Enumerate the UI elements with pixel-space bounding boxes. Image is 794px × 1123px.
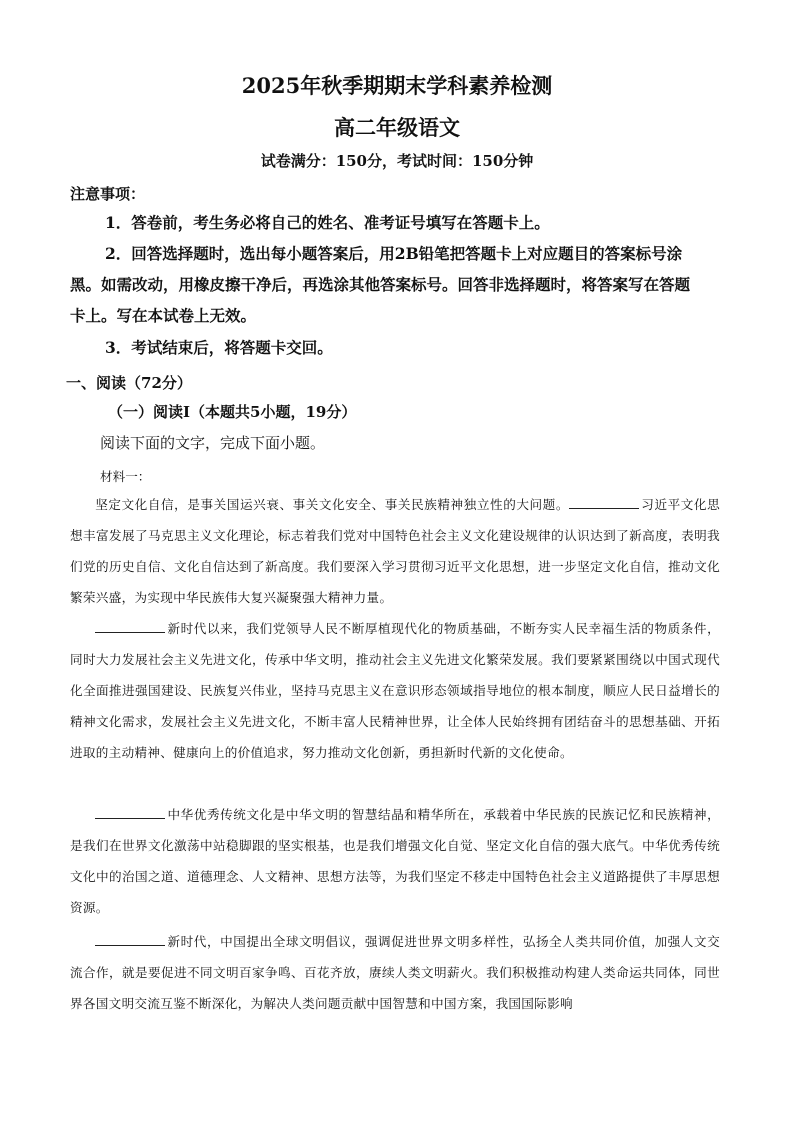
notice-item-1: 1．答卷前，考生务必将自己的姓名、准考证号填写在答题卡上。 xyxy=(105,213,550,232)
answer-blank xyxy=(95,933,165,946)
passage-p2-text: 新时代以来，我们党领导人民不断厚植现代化的物质基础，不断夯实人民幸福生活的物质条件，同时大力发展社会主义先进文化，传承中华文明，推动社会主义先进文化繁荣发展。我们要紧紧围绕以中国式现代化全面推进强国建设、民族复兴伟业，坚持马克思主义在意识形态领域指导地位的根本制度，顺应人民日益增长的精神文化需求，发展社会主义先进文化，不断丰富人民精神世界，让全体人民始终拥有团结奋斗的思想基础、开拓进取的主动精神、健康向上的价值追求，努力推动文化创新，勇担新时代新的文化使命。 xyxy=(70,621,720,760)
passage-paragraph-4 xyxy=(70,926,720,1019)
answer-blank xyxy=(569,496,639,509)
passage-paragraph-2 xyxy=(70,613,720,768)
exam-info: 试卷满分：150分，考试时间：150分钟 xyxy=(260,152,534,170)
exam-subtitle: 高二年级语文 xyxy=(334,115,460,140)
notice-item-2-line-3: 卡上。写在本试卷上无效。 xyxy=(70,306,257,325)
answer-blank xyxy=(95,620,165,633)
passage-p1-rest: 习近平文化思想丰富发展了马克思主义文化理论，标志着我们党对中国特色社会主义文化建设规律的认识达到了新高度，表明我们党的历史自信、文化自信达到了新高度。我们要深入学习贯彻习近平文化思想，进一步坚定文化自信，推动文化繁荣兴盛，为实现中华民族伟大复兴凝聚强大精神力量。 xyxy=(70,497,720,605)
exam-title: 2025年秋季期期末学科素养检测 xyxy=(241,73,553,98)
passage-p3-text: 中华优秀传统文化是中华文明的智慧结晶和精华所在，承载着中华民族的民族记忆和民族精神，是我们在世界文化激荡中站稳脚跟的坚实根基，也是我们增强文化自觉、坚定文化自信的强大底气。中华优秀传统文化中的治国之道、道德理念、人文精神、思想方法等，为我们坚定不移走中国特色社会主义道路提供了丰厚思想资源。 xyxy=(70,807,720,915)
section-sub-heading: （一）阅读Ⅰ（本题共5小题，19分） xyxy=(108,403,357,421)
passage-p1-lead: 坚定文化自信，是事关国运兴衰、事关文化安全、事关民族精神独立性的大问题。 xyxy=(95,497,570,512)
passage-paragraph-3 xyxy=(70,799,720,923)
passage-paragraph-1 xyxy=(70,489,720,613)
section-heading: 一、阅读（72分） xyxy=(66,374,192,392)
reading-instruction: 阅读下面的文字，完成下面小题。 xyxy=(100,434,326,452)
passage-p4-text: 新时代，中国提出全球文明倡议，强调促进世界文明多样性，弘扬全人类共同价值，加强人文交流合作，就是要促进不同文明百家争鸣、百花齐放，赓续人类文明薪火。我们积极推动构建人类命运共同体，同世界各国文明交流互鉴不断深化，为解决人类问题贡献中国智慧和中国方案，我国国际影响 xyxy=(70,934,720,1011)
material-label: 材料一： xyxy=(100,469,151,484)
answer-blank xyxy=(95,806,165,819)
notice-item-2-line-2: 黑。如需改动，用橡皮擦干净后，再选涂其他答案标号。回答非选择题时，将答案写在答题 xyxy=(70,275,691,294)
notice-item-2-line-1: 2．回答选择题时，选出每小题答案后，用2B铅笔把答题卡上对应题目的答案标号涂 xyxy=(105,244,683,263)
notice-item-3: 3．考试结束后，将答题卡交回。 xyxy=(105,338,333,357)
notice-heading: 注意事项： xyxy=(70,185,146,203)
